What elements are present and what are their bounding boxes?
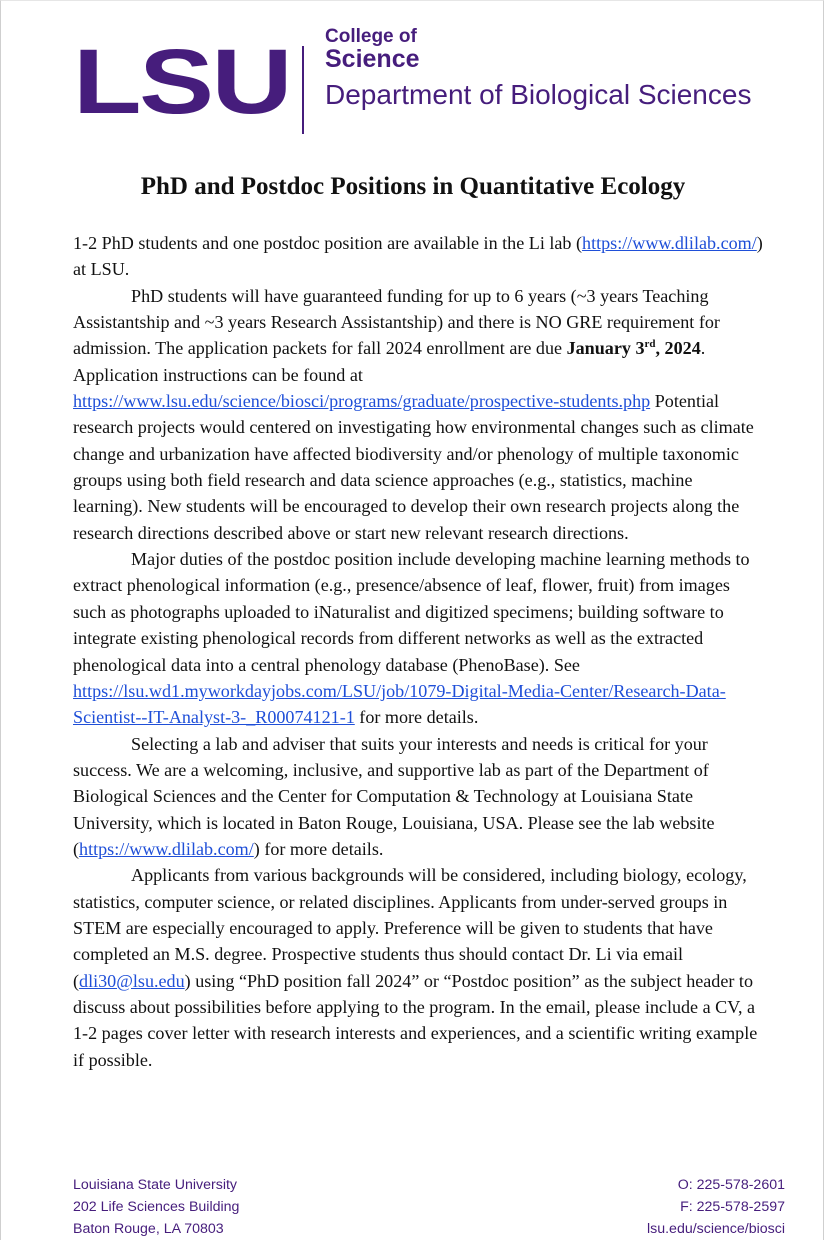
lsu-logo: LSU	[73, 46, 291, 118]
paragraph-lab	[73, 731, 763, 863]
paragraph-text: ) for more details.	[253, 838, 384, 859]
paragraph-text: 1-2 PhD students and one postdoc position are available in the Li lab (	[73, 233, 583, 253]
footer-contact	[647, 1174, 785, 1240]
document-body	[73, 230, 763, 1073]
paragraph-postdoc	[73, 546, 763, 730]
logo-divider	[302, 46, 304, 134]
postdoc-job-link[interactable]: https://lsu.wd1.myworkdayjobs.com/LSU/job/1079-Digital-Media-Center/Research-Data-Scientist--IT-Analyst-3-_R00074121-1	[73, 680, 726, 728]
footer-office-phone: O: 225-578-2601	[677, 1177, 785, 1193]
paragraph-text: Major duties of the postdoc position include developing machine learning methods to extract phenological information (e.g., presence/absence of leaf, flower, fruit) from images such as photographs uploaded to iNaturalist and digitized specimens; building software to integrate existing phenological records from different networks as well as the extracted phenological data into a central phenology database (PhenoBase). See	[73, 549, 750, 675]
paragraph-text: ) using “PhD position fall 2024” or “Postdoc position” as the subject header to discuss about possibilities before applying to the program. In the email, please include a CV, a 1-2 pages cover letter with research interests and experiences, and a scientific writing example if possible.	[73, 970, 758, 1070]
due-date-day: January 3	[566, 338, 645, 359]
application-instructions-link[interactable]: https://www.lsu.edu/science/biosci/programs/graduate/prospective-students.php	[73, 391, 651, 412]
paragraph-text: Applicants from various backgrounds will be considered, including biology, ecology, statistics, computer science, or related disciplines. Applicants from under-served groups in STEM are especially encouraged to apply. Preference will be given to students that have completed an M.S. degree. Prospective students thus should contact Dr. Li via email (	[73, 865, 747, 991]
paragraph-text: for more details.	[354, 707, 479, 728]
science-label: Science	[325, 45, 420, 73]
letterhead	[73, 26, 793, 116]
paragraph-phd	[73, 283, 763, 546]
footer-fax: F: 225-578-2597	[680, 1199, 785, 1215]
footer-address	[73, 1174, 239, 1240]
paragraph-text: Potential research projects would centered on investigating how environmental changes such as climate change and urbanization have affected biodiversity and/or phenology of multiple taxonomic groups using both field research and data science approaches (e.g., statistics, machine learning). New students will be encouraged to develop their own research projects along the research directions described above or start new relevant research directions.	[73, 391, 754, 543]
paragraph-text: PhD students will have guaranteed funding for up to 6 years (~3 years Teaching Assistantship and ~3 years Research Assistantship) and there is NO GRE requirement for admission. The application packets for fall 2024 enrollment are due	[73, 285, 720, 359]
email-link[interactable]: dli30@lsu.edu	[79, 970, 185, 991]
paragraph-applicants	[73, 862, 763, 1073]
lab-website-link[interactable]: https://www.dlilab.com/	[582, 233, 757, 253]
lab-website-link-2[interactable]: https://www.dlilab.com/	[79, 838, 254, 859]
due-date-year: , 2024	[655, 338, 701, 359]
footer-website[interactable]: lsu.edu/science/biosci	[646, 1221, 785, 1237]
footer-building: 202 Life Sciences Building	[73, 1199, 240, 1215]
paragraph-text: . Application instructions can be found at	[73, 338, 706, 385]
paragraph-intro	[73, 230, 763, 283]
page-title: PhD and Postdoc Positions in Quantitative Ecology	[140, 173, 686, 200]
footer-university: Louisiana State University	[73, 1177, 238, 1193]
footer-city: Baton Rouge, LA 70803	[73, 1221, 224, 1237]
paragraph-text: ) at LSU.	[73, 233, 763, 280]
due-date	[567, 338, 701, 358]
department-name: Department of Biological Sciences	[325, 79, 752, 110]
paragraph-text: Selecting a lab and adviser that suits your interests and needs is critical for your success. We are a welcoming, inclusive, and supportive lab as part of the Department of Biological Sciences and the Center for Computation & Technology at Louisiana State University, which is located in Baton Rouge, Louisiana, USA. Please see the lab website (	[73, 733, 715, 859]
college-of-label: College of	[325, 26, 417, 47]
due-date-ordinal: rd	[644, 338, 656, 351]
